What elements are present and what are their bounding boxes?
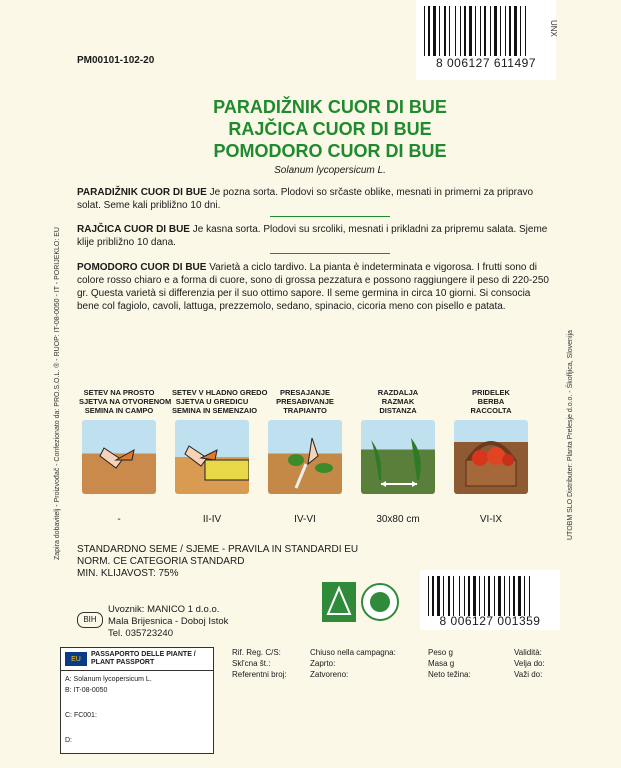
closed-column: [310, 647, 396, 680]
barcode-bar: [464, 6, 466, 56]
barcode-bar: [513, 576, 515, 616]
bih-badge: BIH: [77, 612, 103, 628]
description-hr: [77, 223, 555, 249]
barcode-bar: [428, 6, 430, 56]
description-text: Varietà a ciclo tardivo. La pianta è indeterminata e vigorosa. I frutti sono di colore rosso chiaro e a forma di cuore, sono di grossa pezzatura e possono raggiungere il peso di 220-250 gr. Questa varietà si differenzia per il suo ottimo sapore. Il seme germina in circa 10 giorni. Si consocia bene col fagiolo, cavoli, lattuga, prezzemolo, sedano, spinacio, cicoria meno con pisello e patata.: [77, 262, 549, 312]
barcode-bar: [464, 576, 465, 616]
distance-icon: [361, 420, 435, 494]
side-text-right: UTOBM SLO Distributer: Planta Prelesje d.o.o. - Škofljica, Slovenija: [567, 330, 574, 540]
title-it: POMODORO CUOR DI BUE: [213, 141, 447, 161]
importer-block: [108, 604, 228, 640]
title-sl: PARADIŽNIK CUOR DI BUE: [213, 97, 447, 117]
barcode-bar: [494, 576, 495, 616]
barcode-bar: [424, 6, 425, 56]
harvest-basket-icon: [454, 420, 528, 494]
validity-label: Validità:: [514, 648, 542, 657]
transplant-icon: [268, 420, 342, 494]
barcode-bar: [462, 6, 463, 56]
barcode-bar: [514, 6, 517, 56]
barcode-bar: [426, 6, 427, 56]
barcode-bar: [522, 6, 524, 56]
ref-column: [232, 647, 287, 680]
importer-line: Uvoznik: MANICO 1 d.o.o.: [108, 604, 220, 615]
ref-label: Referentni broj:: [232, 670, 287, 679]
barcode-bar: [526, 576, 528, 616]
side-text-left: Zapira dobavitelj - Proizvođač - Confezionato da: PRO.S.O.L. ® - RUOP: IT-08-0050 - IT - PORIJEKLO: EU: [54, 227, 61, 560]
barcode-bar: [441, 6, 443, 56]
standard-line: NORM. CE CATEGORIA STANDARD: [77, 556, 245, 567]
barcode-bar: [482, 6, 483, 56]
period-distance: 30x80 cm: [376, 514, 420, 525]
barcode-bar: [505, 6, 506, 56]
plant-passport: [60, 647, 214, 754]
description-text: Je pozna sorta. Plodovi so srčaste oblike, mesnati in primerni za pripravo solat. Seme kali približno 10 dni.: [77, 187, 534, 211]
icon-label-transplant: PRESAJANJE PRESAĐIVANJE TRAPIANTO: [276, 388, 334, 415]
product-code: PM00101-102-20: [77, 55, 155, 66]
barcode-bar: [431, 6, 432, 56]
barcode-bar: [512, 6, 513, 56]
eu-flag-icon: EU: [65, 652, 87, 666]
barcode-bar: [473, 6, 474, 56]
barcode-bar: [443, 576, 444, 616]
importer-line: Mala Brijesnica - Doboj Istok: [108, 616, 229, 627]
barcode-bar: [466, 576, 467, 616]
icon-label-sowing-open: SETEV NA PROSTO SJETVA NA OTVORENOM SEMINA IN CAMPO: [79, 388, 172, 415]
description-sl: [77, 186, 555, 212]
icon-label-sowing-cold: SETEV V HLADNO GREDO SJETVA U GREDICU SEMINA IN SEMENZAIO: [172, 388, 268, 415]
barcode-bar: [491, 576, 493, 616]
barcode-bar: [457, 6, 459, 56]
barcode-bar: [475, 6, 476, 56]
barcode-bar: [455, 576, 458, 616]
barcode-bar: [477, 576, 478, 616]
barcode-bar: [428, 576, 429, 616]
barcode-bar: [522, 576, 523, 616]
validity-label: Važi do:: [514, 670, 543, 679]
barcode-bar: [437, 6, 438, 56]
barcode-bars: [424, 6, 548, 56]
barcode-bar: [439, 6, 440, 56]
passport-d: D:: [65, 737, 72, 744]
barcode-bar: [506, 576, 508, 616]
icon-label-distance: RAZDALJA RAZMAK DISTANZA: [377, 388, 419, 415]
barcode-bar: [453, 576, 454, 616]
description-name: RAJČICA CUOR DI BUE: [77, 224, 190, 235]
barcode-bar: [449, 6, 450, 56]
barcode-top: [416, 0, 556, 80]
passport-a: A: Solanum lycopersicum L.: [65, 676, 152, 683]
barcode-bar: [500, 6, 501, 56]
barcode-bar: [509, 6, 511, 56]
barcode-bar: [529, 576, 530, 616]
barcode-bar: [451, 6, 454, 56]
barcode-bar: [498, 576, 501, 616]
ref-label: Rif. Reg. C/S:: [232, 648, 281, 657]
barcode-bar: [504, 576, 505, 616]
period-sowing-open: -: [117, 514, 121, 525]
ref-label: Skl'cna št.:: [232, 659, 271, 668]
barcode-bar: [441, 576, 442, 616]
barcode-bar: [524, 576, 525, 616]
barcode-bar: [481, 576, 483, 616]
weight-column: [428, 647, 471, 680]
period-transplant: IV-VI: [294, 514, 316, 525]
barcode-bar: [507, 6, 508, 56]
barcode-bar: [467, 6, 468, 56]
description-text: Je kasna sorta. Plodovi su srcoliki, mesnati i prikladni za pripremu salata. Sjeme klije približno 10 dana.: [77, 224, 548, 248]
barcode-bar: [477, 6, 479, 56]
validity-column: [514, 647, 545, 680]
logos: [320, 578, 400, 626]
barcode-bar: [502, 576, 503, 616]
barcode-bar: [488, 576, 490, 616]
description-name: PARADIŽNIK CUOR DI BUE: [77, 187, 207, 198]
barcode-digits: 8 006127 611497: [435, 56, 537, 70]
barcode-bar: [498, 6, 499, 56]
standard-line: MIN. KLIJAVOST: 75%: [77, 568, 179, 579]
barcode-bar: [461, 576, 463, 616]
barcode-digits: 8 006127 001359: [439, 614, 541, 628]
weight-label: Neto težina:: [428, 670, 471, 679]
sowing-open-icon: [82, 420, 156, 494]
barcode-bar: [468, 576, 470, 616]
description-name: POMODORO CUOR DI BUE: [77, 262, 207, 273]
barcode-bar: [435, 576, 436, 616]
barcode-bar: [492, 6, 493, 56]
passport-header: PASSAPORTO DELLE PIANTE /: [91, 651, 196, 658]
barcode-bar: [471, 576, 472, 616]
barcode-bar: [460, 6, 461, 56]
barcode-bar: [444, 6, 446, 56]
standard-line: STANDARDNO SEME / SJEME - PRAVILA IN STANDARDI EU: [77, 544, 359, 555]
barcode-bar: [437, 576, 440, 616]
period-sowing-cold: II-IV: [202, 514, 222, 525]
sowing-cold-icon: [175, 420, 249, 494]
barcode-bar: [487, 6, 489, 56]
barcode-bar: [433, 6, 436, 56]
barcode-bar: [520, 6, 521, 56]
barcode-bar: [455, 6, 456, 56]
title-hr: RAJČICA CUOR DI BUE: [228, 119, 432, 139]
weight-label: Masa g: [428, 659, 455, 668]
validity-label: Velja do:: [514, 659, 545, 668]
passport-c: C: FC001:: [65, 712, 97, 719]
barcode-bar: [430, 576, 431, 616]
closed-label: Zaprto:: [310, 659, 336, 668]
separator: [270, 216, 390, 217]
barcode-bar: [448, 576, 450, 616]
passport-b: B: IT-08-0050: [65, 687, 108, 694]
closed-label: Zatvoreno:: [310, 670, 349, 679]
barcode-bar: [480, 6, 481, 56]
barcode-bar: [518, 6, 519, 56]
weight-label: Peso g: [428, 648, 453, 657]
barcode-bar: [525, 6, 526, 56]
barcode-bar: [484, 576, 485, 616]
separator: [270, 253, 390, 254]
barcode-bar: [459, 576, 460, 616]
barcode-bar: [511, 576, 512, 616]
latin-name: Solanum lycopersicum L.: [274, 165, 386, 176]
closed-label: Chiuso nella campagna:: [310, 648, 396, 657]
barcode-bar: [509, 576, 510, 616]
barcode-bar: [518, 576, 521, 616]
importer-line: Tel. 035723240: [108, 628, 173, 639]
barcode-bar: [502, 6, 504, 56]
barcode-bar: [494, 6, 497, 56]
barcode-bar: [479, 576, 480, 616]
barcode-bar: [496, 576, 497, 616]
barcode-bar: [469, 6, 472, 56]
passport-header: PLANT PASSPORT: [91, 659, 155, 666]
barcode-bar: [473, 576, 476, 616]
barcode-bar: [451, 576, 452, 616]
barcode-bar: [445, 576, 447, 616]
unx-label: UNX: [549, 20, 558, 37]
standards-block: [77, 544, 358, 580]
barcode-bar: [486, 576, 487, 616]
barcode-bar: [490, 6, 491, 56]
barcode-bar: [447, 6, 448, 56]
description-it: [77, 261, 555, 313]
barcode-bottom: [420, 570, 560, 630]
barcode-bar: [432, 576, 434, 616]
barcode-bar: [516, 576, 517, 616]
icon-label-harvest: PRIDELEK BERBA RACCOLTA: [470, 388, 512, 415]
barcode-bars: [428, 576, 552, 616]
barcode-bar: [484, 6, 486, 56]
period-harvest: VI-IX: [479, 514, 503, 525]
